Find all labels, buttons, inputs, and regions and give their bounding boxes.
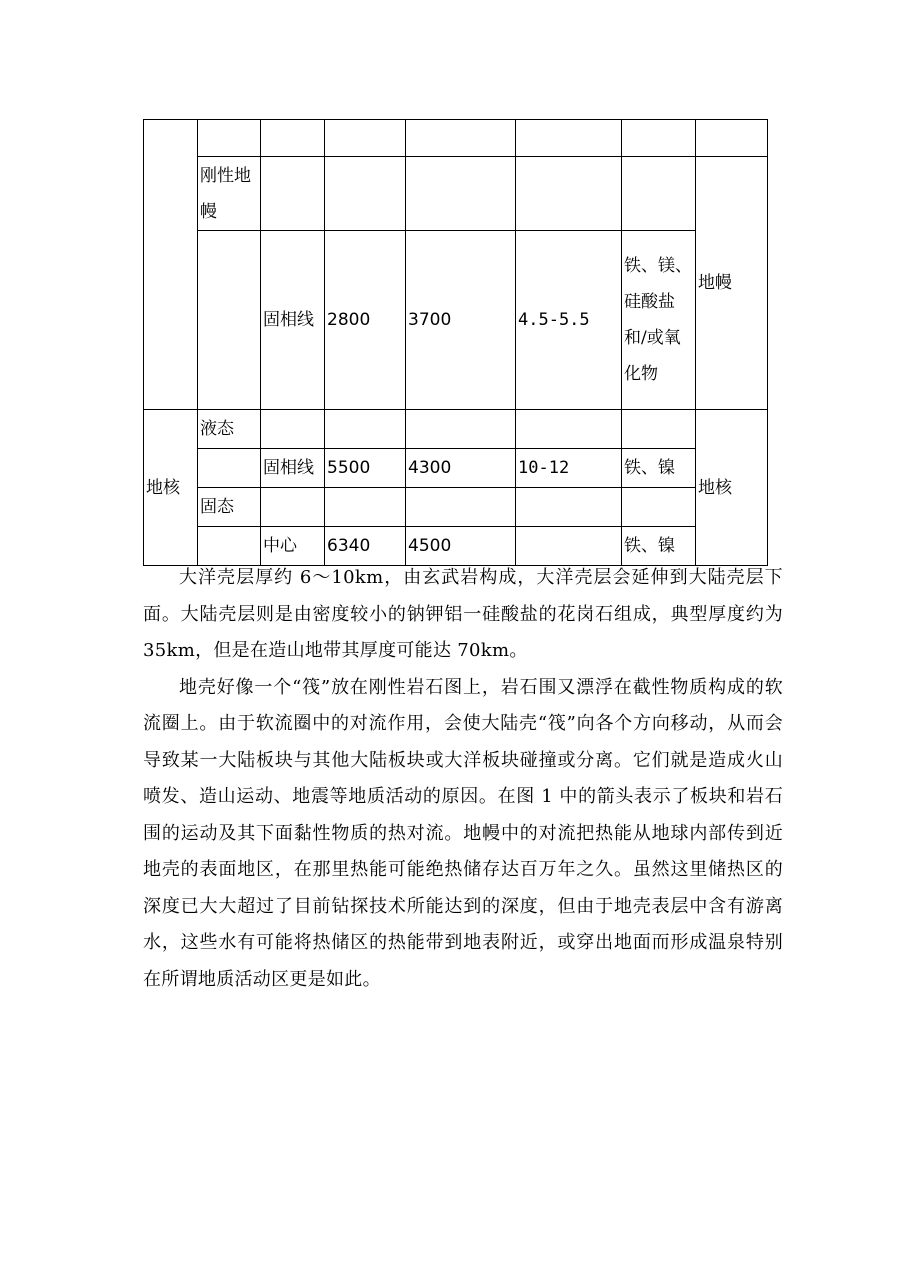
table-cell [325,488,406,527]
table-cell [325,157,406,231]
table-cell [516,120,622,157]
mantle-composition: 铁、镁、硅酸盐和/或氧化物 [622,231,696,410]
core-label-right: 地核 [696,410,768,566]
center-label: 中心 [261,527,325,566]
table-cell [198,231,261,410]
table-cell [144,120,198,410]
table-cell [261,120,325,157]
table-cell [406,157,516,231]
mantle-solidus-value-2: 3700 [406,231,516,410]
mantle-solidus-value-3: 4.5-5.5 [516,231,622,410]
core-solidus-value-1: 5500 [325,449,406,488]
table-cell [406,488,516,527]
table-cell [516,410,622,449]
center-value-1: 6340 [325,527,406,566]
table-cell [622,157,696,231]
table-cell [516,157,622,231]
table-cell [198,449,261,488]
table-cell [261,157,325,231]
table-cell [696,120,768,157]
center-composition: 铁、镍 [622,527,696,566]
table-row [144,488,768,527]
table-row [144,120,768,157]
solid-label: 固态 [198,488,261,527]
mantle-label: 地幔 [696,157,768,410]
core-solidus-value-2: 4300 [406,449,516,488]
table-cell [622,410,696,449]
table-cell [325,410,406,449]
table-cell [198,120,261,157]
table-cell [622,120,696,157]
table-cell [325,120,406,157]
mantle-solidus-label: 固相线 [261,231,325,410]
core-solidus-value-3: 10-12 [516,449,622,488]
table-cell [622,488,696,527]
table-row [144,157,768,231]
liquid-label: 液态 [198,410,261,449]
table-row [144,231,768,410]
table-row [144,410,768,449]
center-value-2: 4500 [406,527,516,566]
core-label: 地核 [144,410,198,566]
table-cell [261,488,325,527]
table-row [144,449,768,488]
table-cell [406,410,516,449]
body-text [143,560,783,998]
table-cell [406,120,516,157]
earth-layers-table [143,119,768,566]
mantle-solidus-value-1: 2800 [325,231,406,410]
core-solidus-label: 固相线 [261,449,325,488]
paragraph: 大洋壳层厚约 6～10km，由玄武岩构成，大洋壳层会延伸到大陆壳层下面。大陆壳层则是由密度较小的钠钾铝一硅酸盐的花岗石组成，典型厚度约为 35km，但是在造山地带其厚度可能达 70km。 [143,567,783,661]
table-cell [261,410,325,449]
paragraph: 地壳好像一个“筏”放在刚性岩石图上，岩石围又漂浮在截性物质构成的软流圈上。由于软流圈中的对流作用，会使大陆壳“筏”向各个方向移动，从而会导致某一大陆板块与其他大陆板块或大洋板块碰撞或分离。它们就是造成火山喷发、造山运动、地震等地质活动的原因。在图 1 中的箭头表示了板块和岩石围的运动及其下面黏性物质的热对流。地幔中的对流把热能从地球内部传到近地壳的表面地区，在那里热能可能绝热储存达百万年之久。虽然这里储热区的深度已大大超过了目前钻探技术所能达到的深度，但由于地壳表层中含有游离水，这些水有可能将热储区的热能带到地表附近，或穿出地面而形成温泉特别在所谓地质活动区更是如此。 [143,676,783,990]
rigid-mantle-label: 刚性地幔 [198,157,261,231]
core-solidus-composition: 铁、镍 [622,449,696,488]
table-cell [516,488,622,527]
